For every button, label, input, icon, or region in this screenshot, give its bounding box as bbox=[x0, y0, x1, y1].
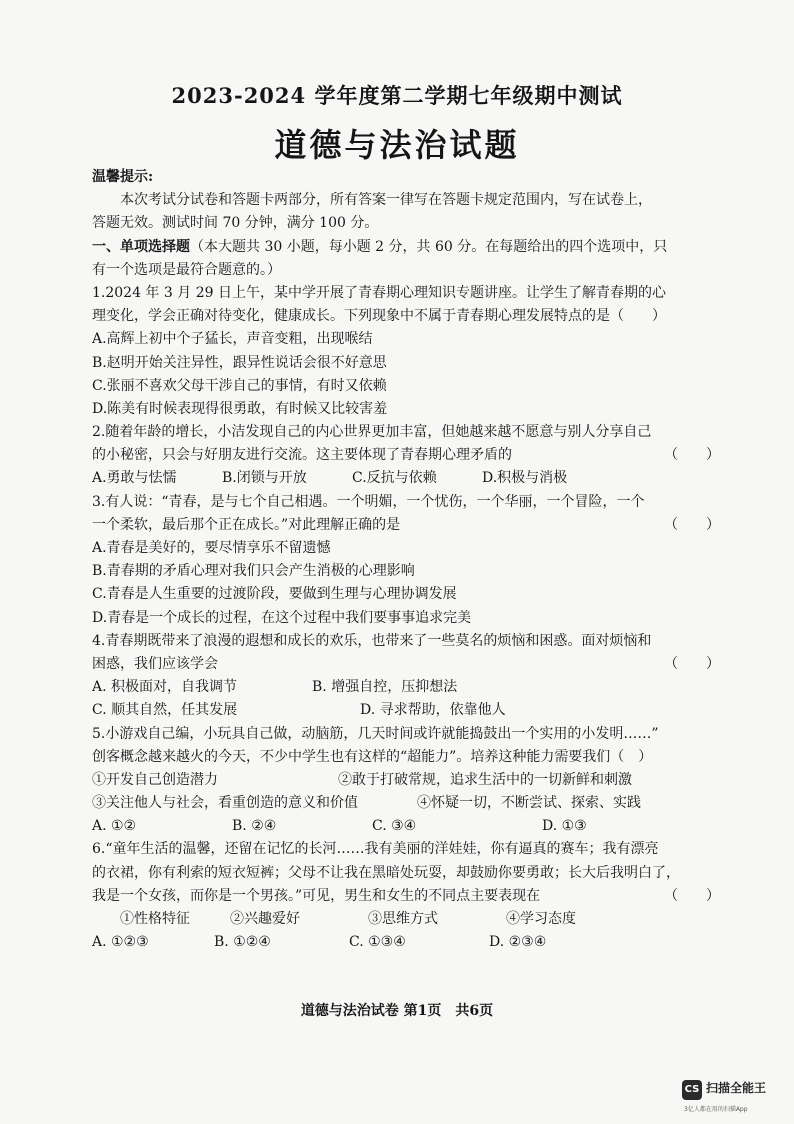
question-2-stem-row bbox=[92, 444, 732, 467]
question-5-option-b: B. ②④ bbox=[232, 818, 277, 835]
question-3-stem: 一个柔软，最后那个正在成长。”对此理解正确的是 bbox=[92, 516, 401, 533]
answer-bracket: （ ） bbox=[664, 887, 720, 904]
question-6-options bbox=[92, 931, 732, 954]
question-4-stem-row bbox=[92, 653, 732, 676]
question-3-option-c: C.青春是人生重要的过渡阶段，要做到生理与心理协调发展 bbox=[92, 586, 457, 603]
question-5-statement-1: ①开发自己创造潜力 bbox=[92, 771, 218, 788]
question-5-options bbox=[92, 815, 732, 838]
question-5-statement-4: ④怀疑一切，不断尝试、探索、实践 bbox=[417, 795, 641, 812]
notice-label: 温馨提示: bbox=[92, 169, 154, 185]
question-6-items bbox=[92, 908, 732, 931]
question-1-option-b: B.赵明开始关注异性，跟异性说话会很不好意思 bbox=[92, 354, 387, 371]
section-title: 一、单项选择题 bbox=[92, 238, 190, 255]
question-2-stem: 2.随着年龄的增长，小洁发现自己的内心世界更加丰富，但她越来越不愿意与别人分享自己 bbox=[92, 424, 652, 441]
question-2-options bbox=[92, 467, 732, 490]
question-1-option-c: C.张丽不喜欢父母干涉自己的事情，有时又依赖 bbox=[92, 377, 387, 394]
camscanner-logo-icon: CS bbox=[682, 1080, 702, 1100]
question-6-item-1: ①性格特征 bbox=[120, 911, 190, 927]
scanner-watermark bbox=[682, 1077, 792, 1119]
question-5-statement-3: ③关注他人与社会，看重创造的意义和价值 bbox=[92, 795, 358, 812]
question-2-option-b: B.闭锁与开放 bbox=[222, 470, 307, 487]
section-heading bbox=[92, 236, 732, 259]
question-6-stem-row bbox=[92, 885, 732, 908]
question-6-option-d: D. ②③④ bbox=[489, 934, 547, 951]
section-instructions: （本大题共 30 小题，每小题 2 分，共 60 分。在每题给出的四个选项中，只 bbox=[190, 238, 668, 255]
question-3-option-d: D.青春是一个成长的过程，在这个过程中我们要事事追求完美 bbox=[92, 609, 472, 626]
question-3-option-a: A.青春是美好的，要尽情享乐不留遗憾 bbox=[92, 540, 331, 556]
subject-title: 道德与法治试题 bbox=[274, 126, 520, 164]
exam-content bbox=[92, 166, 732, 954]
question-4-option-c: C. 顺其自然，任其发展 bbox=[92, 702, 238, 719]
question-1-stem: 1.2024 年 3 月 29 日上午，某中学开展了青春期心理知识专题讲座。让学生了解青春期的心 bbox=[92, 284, 666, 301]
question-5-option-d: D. ①③ bbox=[542, 818, 587, 835]
watermark-name: 扫描全能王 bbox=[706, 1081, 767, 1095]
answer-bracket: （ ） bbox=[664, 516, 720, 533]
question-4-options-row bbox=[92, 699, 732, 722]
exam-title: 2023-2024 学年度第二学期七年级期中测试 bbox=[171, 83, 623, 108]
question-2-stem: 的小秘密，只会与好朋友进行交流。这主要体现了青春期心理矛盾的 bbox=[92, 447, 512, 464]
question-5-statement-2: ②敢于打破常规，追求生活中的一切新鲜和刺激 bbox=[338, 771, 632, 788]
watermark-tagline: 3亿人都在用的扫描App bbox=[684, 1106, 748, 1113]
question-6-item-2: ②兴趣爱好 bbox=[230, 911, 300, 927]
notice-line: 本次考试分试卷和答题卡两部分，所有答案一律写在答题卡规定范围内，写在试卷上， bbox=[120, 192, 652, 209]
question-2-option-a: A.勇敢与怯懦 bbox=[92, 470, 177, 487]
question-3-stem-row bbox=[92, 514, 732, 537]
question-3-option-b: B.青春期的矛盾心理对我们只会产生消极的心理影响 bbox=[92, 563, 415, 580]
question-6-stem: 我是一个女孩，而你是一个男孩。”可见，男生和女生的不同点主要表现在 bbox=[92, 887, 541, 904]
question-4-stem: 困惑，我们应该学会 bbox=[92, 655, 218, 672]
question-6-item-4: ④学习态度 bbox=[506, 911, 576, 927]
section-instructions: 有一个选项是最符合题意的。） bbox=[92, 261, 281, 278]
question-5-stem: 创客概念越来越火的今天，不少中学生也有这样的“超能力”。培养这种能力需要我们（ ） bbox=[92, 748, 653, 765]
question-4-stem: 4.青春期既带来了浪漫的遐想和成长的欢乐，也带来了一些莫名的烦恼和困惑。面对烦恼和 bbox=[92, 632, 652, 649]
answer-bracket: （ ） bbox=[664, 655, 720, 672]
question-6-stem: 的衣裙，你有利索的短衣短裤；父母不让我在黑暗处玩耍，却鼓励你要勇敢；长大后我明白了， bbox=[92, 864, 680, 881]
question-1-stem: 理变化，学会正确对待变化，健康成长。下列现象中不属于青春期心理发展特点的是（ ） bbox=[92, 308, 666, 325]
question-3-stem: 3.有人说：“青春，是与七个自己相遇。一个明媚，一个忧伤，一个华丽，一个冒险，一个 bbox=[92, 493, 645, 510]
question-1-option-d: D.陈美有时候表现得很勇敢，有时候又比较害羞 bbox=[92, 400, 388, 417]
question-6-item-3: ③思维方式 bbox=[368, 911, 438, 927]
question-4-option-a: A. 积极面对，自我调节 bbox=[92, 679, 238, 696]
question-2-option-d: D.积极与消极 bbox=[482, 470, 568, 487]
question-6-option-b: B. ①②④ bbox=[214, 934, 271, 951]
question-6-stem: 6.“童年生活的温馨，还留在记忆的长河……我有美丽的洋娃娃，你有逼真的赛车；我有漂亮 bbox=[92, 841, 659, 858]
question-6-option-a: A. ①②③ bbox=[92, 934, 149, 951]
question-5-option-a: A. ①② bbox=[92, 818, 137, 835]
question-4-options-row bbox=[92, 676, 732, 699]
question-5-statements-row bbox=[92, 769, 732, 792]
question-1-option-a: A.高辉上初中个子猛长，声音变粗，出现喉结 bbox=[92, 331, 373, 348]
page-footer: 道德与法治试卷 第1页 共6页 bbox=[300, 1003, 494, 1019]
question-5-option-c: C. ③④ bbox=[372, 818, 417, 835]
question-2-option-c: C.反抗与依赖 bbox=[352, 470, 437, 487]
question-5-stem: 5.小游戏自己编，小玩具自己做，动脑筋，几天时间或许就能捣鼓出一个实用的小发明……” bbox=[92, 725, 659, 742]
question-6-option-c: C. ①③④ bbox=[349, 934, 406, 951]
question-5-statements-row bbox=[92, 792, 732, 815]
notice-line: 答题无效。测试时间 70 分钟，满分 100 分。 bbox=[92, 215, 379, 232]
answer-bracket: （ ） bbox=[664, 447, 720, 464]
question-4-option-b: B. 增强自控，压抑想法 bbox=[312, 679, 458, 696]
question-4-option-d: D. 寻求帮助，依靠他人 bbox=[360, 702, 506, 719]
